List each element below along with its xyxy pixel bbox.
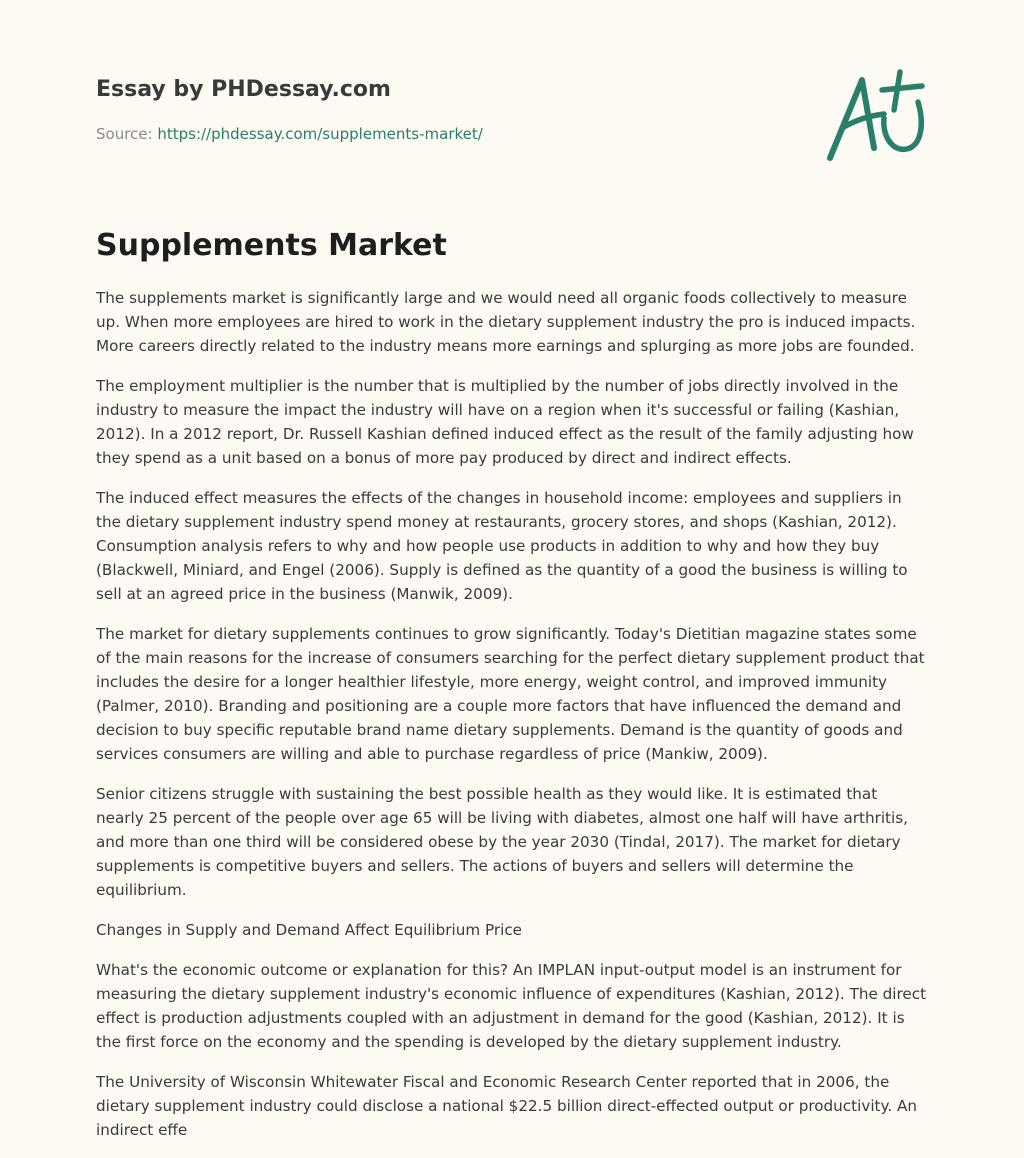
paragraph: The supplements market is significantly large and we would need all organic foods collectively to measure up. When more employees are hired to work in the dietary supplement industry the pro is induced impacts. More careers directly related to the industry means more earnings and splurging as more jobs are founded.: [96, 289, 916, 355]
essay-header: [96, 0, 928, 190]
essay-page: [96, 0, 928, 1139]
paragraph: What's the economic outcome or explanation for this? An IMPLAN input-output model is an instrument for measuring the dietary supplement industry's economic influence of expenditures (Kashian, 2012). The direct effect is production adjustments coupled with an adjustment in demand for the good (Kashian, 2012). It is the first force on the economy and the spending is developed by the dietary supplement industry.: [96, 961, 927, 1051]
paragraph: Senior citizens struggle with sustaining the best possible health as they would like. It is estimated that nearly 25 percent of the people over age 65 will be living with diabetes, almost one half will have arthritis, and more than one third will be considered obese by the year 2030 (Tindal, 2017). The market for dietary supplements is competitive buyers and sellers. The actions of buyers and sellers will determine the equilibrium.: [96, 785, 908, 899]
paragraph: The employment multiplier is the number that is multiplied by the number of jobs directly involved in the industry to measure the impact the industry will have on a region when it's successful or failing (Kashian, 2012). In a 2012 report, Dr. Russell Kashian defined induced effect as the result of the family adjusting how they spend as a unit based on a bonus of more pay produced by direct and indirect effects.: [96, 377, 914, 467]
essay-title: Supplements Market: [96, 228, 447, 263]
paragraph: The market for dietary supplements continues to grow significantly. Today's Dietitian magazine states some of the main reasons for the increase of consumers searching for the perfect dietary supplement product that includes the desire for a longer healthier lifestyle, more energy, weight control, and improved immunity (Palmer, 2010). Branding and positioning are a couple more factors that have influenced the demand and decision to buy specific reputable brand name dietary supplements. Demand is the quantity of goods and services consumers are willing and able to purchase regardless of price (Mankiw, 2009).: [96, 625, 925, 763]
brand-title: Essay by PHDessay.com: [96, 77, 391, 102]
source-line: [96, 124, 483, 144]
essay-body: [96, 286, 928, 1158]
paragraph: The University of Wisconsin Whitewater Fiscal and Economic Research Center reported that in 2006, the dietary supplement industry could disclose a national $22.5 billion direct-effected output or productivity. An indirect effe: [96, 1073, 917, 1139]
paragraph: The induced effect measures the effects of the changes in household income: employees and suppliers in the dietary supplement industry spend money at restaurants, grocery stores, and shops (Kashian, 2012). Consumption analysis refers to why and how people use products in addition to why and how they buy (Blackwell, Miniard, and Engel (2006). Supply is defined as the quantity of a good the business is willing to sell at an agreed price in the business (Manwik, 2009).: [96, 489, 908, 603]
section-subheading: Changes in Supply and Demand Affect Equilibrium Price: [96, 921, 523, 939]
source-link[interactable]: https://phdessay.com/supplements-market/: [157, 125, 483, 143]
source-label: Source:: [96, 125, 158, 143]
a-plus-icon: [822, 66, 932, 166]
